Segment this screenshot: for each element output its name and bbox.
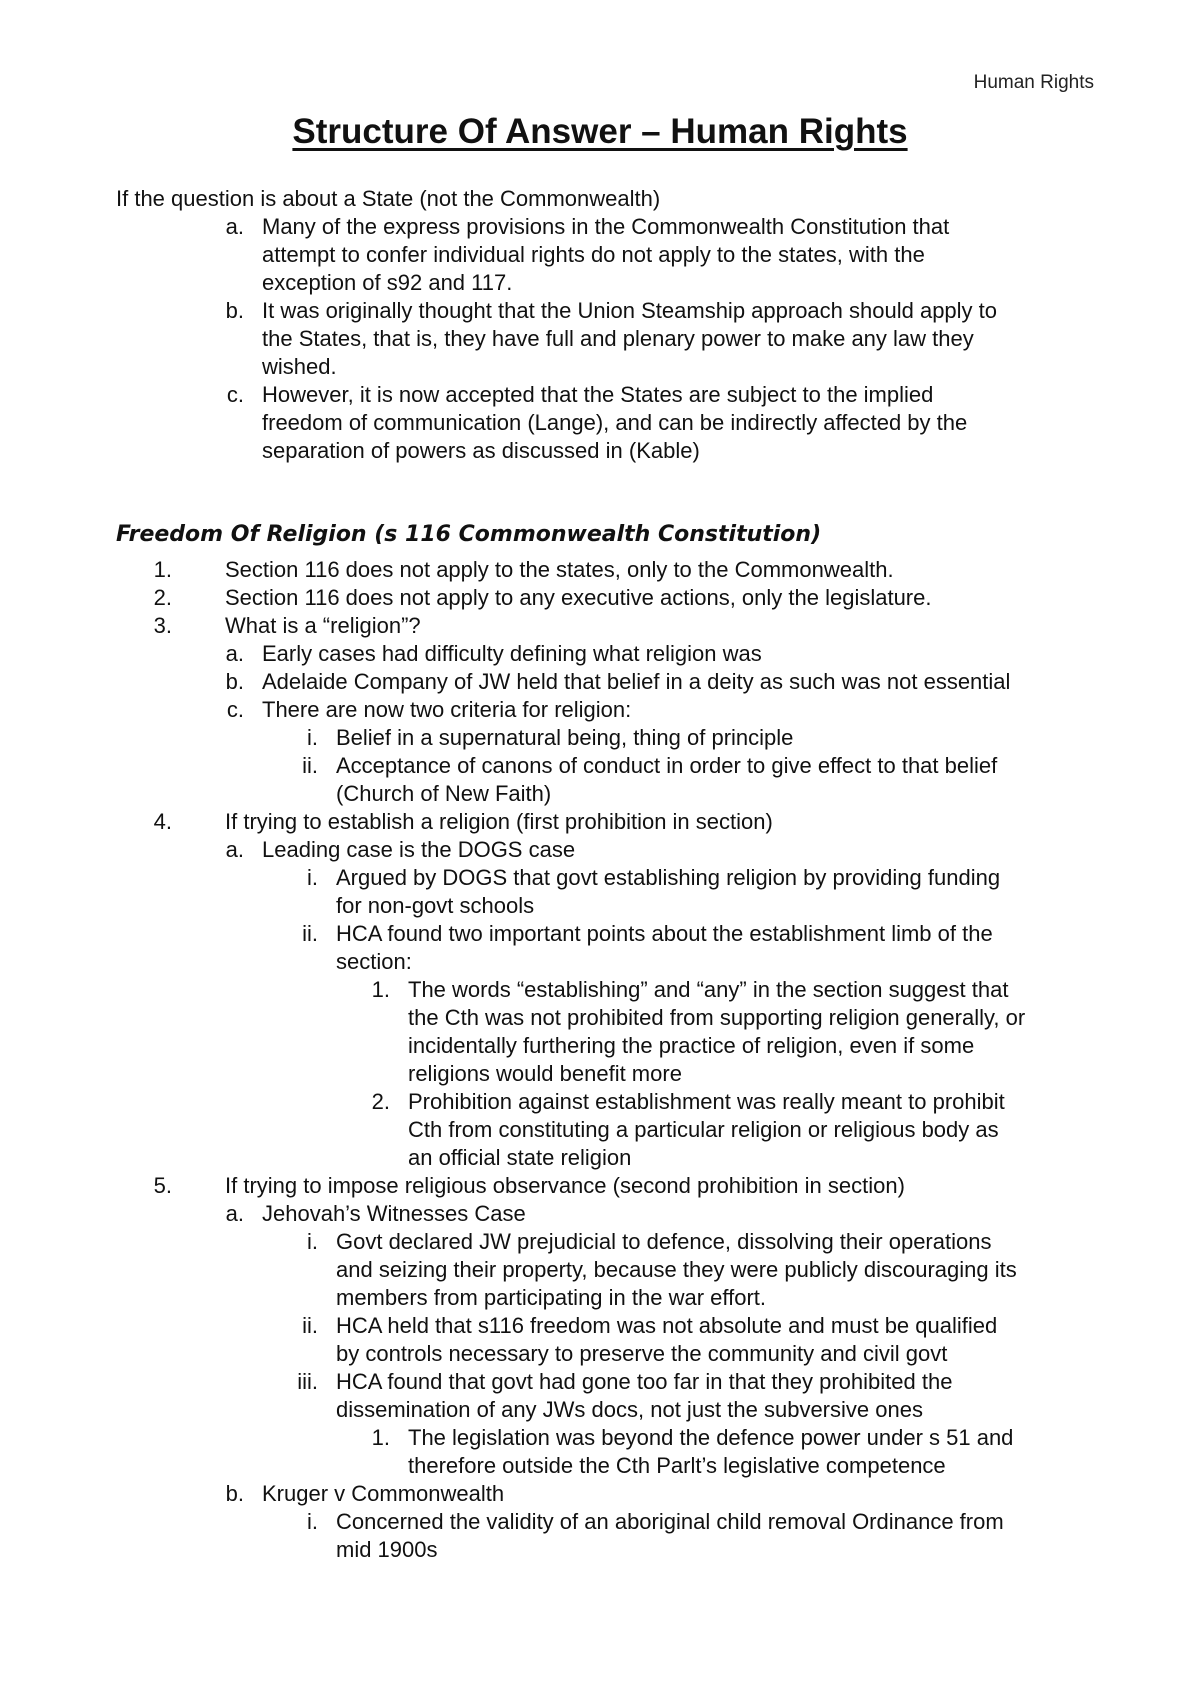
list-item-text: Early cases had difficulty defining what religion was — [262, 641, 762, 666]
list-item-text: Section 116 does not apply to the states, only to the Commonwealth. — [225, 557, 894, 582]
list-item-text: Argued by DOGS that govt establishing religion by providing funding — [336, 865, 1001, 890]
list-marker: a. — [225, 1201, 244, 1226]
list-item-text: Jehovah’s Witnesses Case — [262, 1201, 526, 1226]
list-item-text: an official state religion — [408, 1145, 632, 1170]
list-item-text: Many of the express provisions in the Commonwealth Constitution that — [262, 214, 950, 239]
list-item-text: exception of s92 and 117. — [262, 270, 513, 295]
list-item-text: Leading case is the DOGS case — [262, 837, 576, 862]
list-item-text: mid 1900s — [336, 1537, 438, 1562]
list-item-text: separation of powers as discussed in (Kable) — [262, 438, 700, 463]
list-marker: i. — [307, 865, 318, 890]
list-marker: i. — [307, 1509, 318, 1534]
list-marker: a. — [225, 214, 244, 239]
list-item-text: the Cth was not prohibited from supporting religion generally, or — [408, 1005, 1026, 1030]
list-item-text: Adelaide Company of JW held that belief in a deity as such was not essential — [262, 669, 1011, 694]
list-marker: 2. — [153, 585, 172, 610]
list-item-text: The legislation was beyond the defence power under s 51 and — [408, 1425, 1014, 1450]
list-item-text: Acceptance of canons of conduct in order to give effect to that belief — [336, 753, 998, 778]
list-item-text: (Church of New Faith) — [336, 781, 552, 806]
list-marker: a. — [225, 837, 244, 862]
list-item-text: It was originally thought that the Union Steamship approach should apply to — [262, 298, 998, 323]
list-item-text: However, it is now accepted that the States are subject to the implied — [262, 382, 934, 407]
list-marker: c. — [226, 697, 244, 722]
list-item-text: Govt declared JW prejudicial to defence, dissolving their operations — [336, 1229, 992, 1254]
list-item-text: by controls necessary to preserve the community and civil govt — [336, 1341, 948, 1366]
list-item-text: HCA held that s116 freedom was not absolute and must be qualified — [336, 1313, 998, 1338]
list-item-text: What is a “religion”? — [225, 613, 421, 638]
list-item-text: freedom of communication (Lange), and can be indirectly affected by the — [262, 410, 968, 435]
list-item-text: Concerned the validity of an aboriginal child removal Ordinance from — [336, 1509, 1004, 1534]
list-item-text: HCA found that govt had gone too far in that they prohibited the — [336, 1369, 953, 1394]
list-marker: 2. — [371, 1089, 390, 1114]
list-item-text: If trying to impose religious observance (second prohibition in section) — [225, 1173, 905, 1198]
list-marker: ii. — [302, 1313, 318, 1338]
religion-heading: Freedom Of Religion (s 116 Commonwealth Constitution) — [116, 522, 822, 547]
list-item-text: Section 116 does not apply to any executive actions, only the legislature. — [225, 585, 932, 610]
list-item-text: HCA found two important points about the establishment limb of the — [336, 921, 993, 946]
list-item-text: the States, that is, they have full and plenary power to make any law they — [262, 326, 974, 351]
list-item-text: Cth from constituting a particular religion or religious body as — [408, 1117, 999, 1142]
list-marker: c. — [226, 382, 244, 407]
list-marker: 1. — [371, 1425, 390, 1450]
list-item-text: attempt to confer individual rights do not apply to the states, with the — [262, 242, 925, 267]
list-marker: a. — [225, 641, 244, 666]
list-item-text: for non-govt schools — [336, 893, 535, 918]
list-marker: 5. — [153, 1173, 172, 1198]
list-marker: ii. — [302, 753, 318, 778]
list-item-text: members from participating in the war effort. — [336, 1285, 766, 1310]
list-item-text: and seizing their property, because they were publicly discouraging its — [336, 1257, 1017, 1282]
list-item-text: There are now two criteria for religion: — [262, 697, 632, 722]
list-marker: iii. — [297, 1369, 318, 1394]
list-marker: i. — [307, 1229, 318, 1254]
list-item-text: Prohibition against establishment was really meant to prohibit — [408, 1089, 1005, 1114]
list-item-text: Belief in a supernatural being, thing of principle — [336, 725, 794, 750]
list-marker: ii. — [302, 921, 318, 946]
list-item-text: If trying to establish a religion (first prohibition in section) — [225, 809, 773, 834]
list-item-text: therefore outside the Cth Parlt’s legislative competence — [408, 1453, 946, 1478]
state-question-intro: If the question is about a State (not the Commonwealth) — [116, 186, 661, 211]
list-marker: 4. — [153, 809, 172, 834]
list-item-text: dissemination of any JWs docs, not just the subversive ones — [336, 1397, 923, 1422]
list-item-text: religions would benefit more — [408, 1061, 682, 1086]
running-header: Human Rights — [973, 72, 1094, 93]
list-item-text: Kruger v Commonwealth — [262, 1481, 505, 1506]
list-marker: b. — [225, 1481, 244, 1506]
list-marker: b. — [225, 298, 244, 323]
list-item-text: wished. — [262, 354, 337, 379]
list-marker: 1. — [153, 557, 172, 582]
list-item-text: section: — [336, 949, 412, 974]
list-marker: b. — [225, 669, 244, 694]
list-marker: 3. — [153, 613, 172, 638]
page-title: Structure Of Answer – Human Rights — [292, 112, 908, 151]
list-marker: 1. — [371, 977, 390, 1002]
list-marker: i. — [307, 725, 318, 750]
list-item-text: The words “establishing” and “any” in the section suggest that — [408, 977, 1009, 1002]
list-item-text: incidentally furthering the practice of religion, even if some — [408, 1033, 975, 1058]
